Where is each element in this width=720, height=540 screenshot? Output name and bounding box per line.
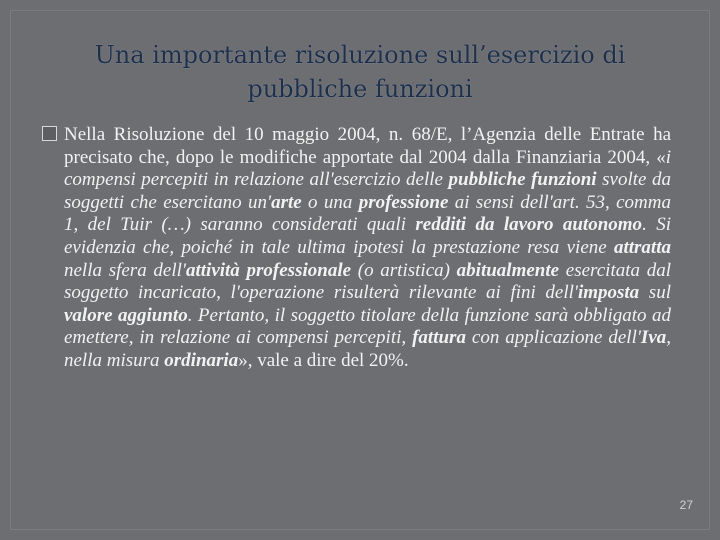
text-run: », vale a dire del 20%. — [238, 349, 409, 371]
body-paragraph — [64, 124, 671, 371]
text-run: esercitata dal soggetto incaricato, l'operazione risulterà rilevante ai fini dell' — [64, 259, 672, 304]
text-run: i compensi percepiti in relazione all'esercizio delle — [64, 146, 671, 191]
text-run: con applicazione dell' — [465, 327, 641, 349]
text-run: sul — [639, 282, 671, 304]
text-run: Nella Risoluzione del 10 maggio 2004, n. 68/E, l’Agenzia delle Entrate ha precisato che, dopo le modifiche apportate dal 2004 dalla Finanziaria 2004, « — [64, 124, 671, 168]
slide-title: Una importante risoluzione sull’esercizio di pubbliche funzioni — [94, 41, 626, 103]
text-run: arte — [271, 191, 302, 213]
text-run: nella sfera dell' — [64, 259, 186, 281]
text-run: . Si evidenzia che, poiché in tale ultima ipotesi la prestazione resa viene — [64, 214, 671, 258]
text-run: ordinaria — [164, 349, 239, 371]
text-run: pubbliche funzioni — [448, 169, 597, 191]
text-run: (o artistica) — [351, 259, 457, 281]
page-number: 27 — [679, 498, 693, 512]
text-run: abitualmente — [456, 259, 560, 281]
text-run: . Pertanto, il soggetto titolare della funzione sarà obbligato ad emettere, in relazione ai compensi percepiti, — [64, 304, 672, 349]
text-run: valore aggiunto — [64, 304, 188, 326]
text-run: , nella misura — [64, 327, 671, 371]
text-run: svolte da soggetti che esercitano un' — [64, 169, 671, 213]
text-run: o una — [301, 191, 359, 213]
slide-body — [64, 124, 671, 373]
text-run: attività professionale — [185, 259, 352, 281]
text-run: attratta — [613, 236, 671, 258]
text-run: ai sensi dell'art. 53, comma 1, del Tuir (…) saranno considerati quali — [64, 191, 671, 236]
text-run: Iva — [640, 327, 667, 349]
square-bullet-icon — [42, 126, 57, 141]
text-run: imposta — [577, 282, 640, 304]
text-run: redditi da lavoro autonomo — [415, 214, 643, 236]
text-run: fattura — [412, 327, 466, 349]
text-run: professione — [358, 191, 449, 213]
